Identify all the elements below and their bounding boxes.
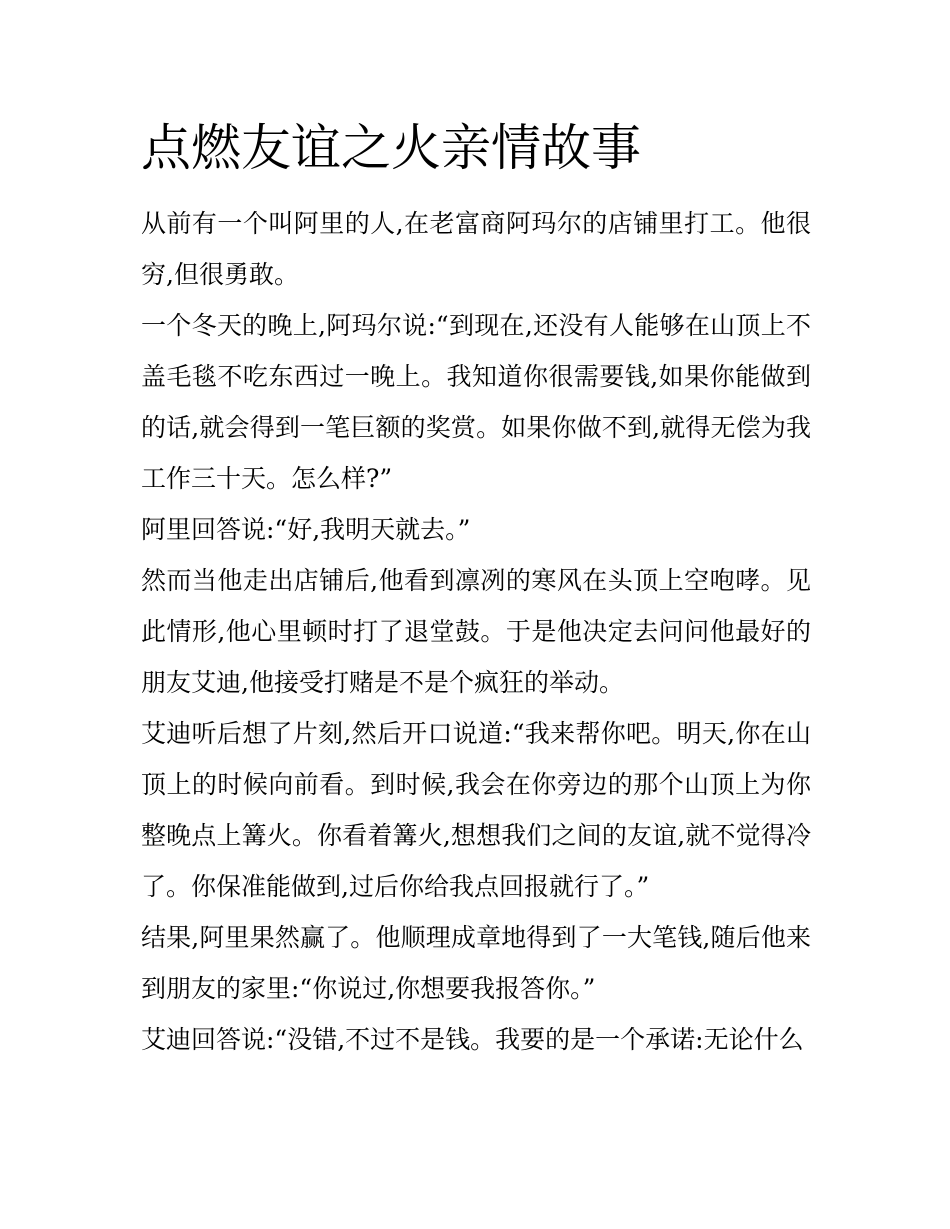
document-title: 点燃友谊之火亲情故事	[141, 119, 641, 177]
paragraph: 一个冬天的晚上,阿玛尔说:“到现在,还没有人能够在山顶上不盖毛毯不吃东西过一晚上。我知道你很需要钱,如果你能做到的话,就会得到一笔巨额的奖赏。如果你做不到,就得无偿为我工作三十天。怎么样?”	[141, 311, 811, 493]
paragraph: 从前有一个叫阿里的人,在老富商阿玛尔的店铺里打工。他很穷,但很勇敢。	[141, 209, 811, 289]
paragraph: 艾迪听后想了片刻,然后开口说道:“我来帮你吧。明天,你在山顶上的时候向前看。到时候,我会在你旁边的那个山顶上为你整晚点上篝火。你看着篝火,想想我们之间的友谊,就不觉得冷了。你保准能做到,过后你给我点回报就行了。”	[141, 719, 811, 901]
paragraph: 然而当他走出店铺后,他看到凛冽的寒风在头顶上空咆哮。见此情形,他心里顿时打了退堂鼓。于是他决定去问问他最好的朋友艾迪,他接受打赌是不是个疯狂的举动。	[141, 566, 811, 697]
document-body	[141, 198, 811, 1065]
paragraph: 结果,阿里果然赢了。他顺理成章地得到了一大笔钱,随后他来到朋友的家里:“你说过,你想要我报答你。”	[141, 923, 811, 1003]
paragraph: 艾迪回答说:“没错,不过不是钱。我要的是一个承诺:无论什么	[141, 1025, 804, 1054]
paragraph: 阿里回答说:“好,我明天就去。”	[141, 515, 471, 544]
